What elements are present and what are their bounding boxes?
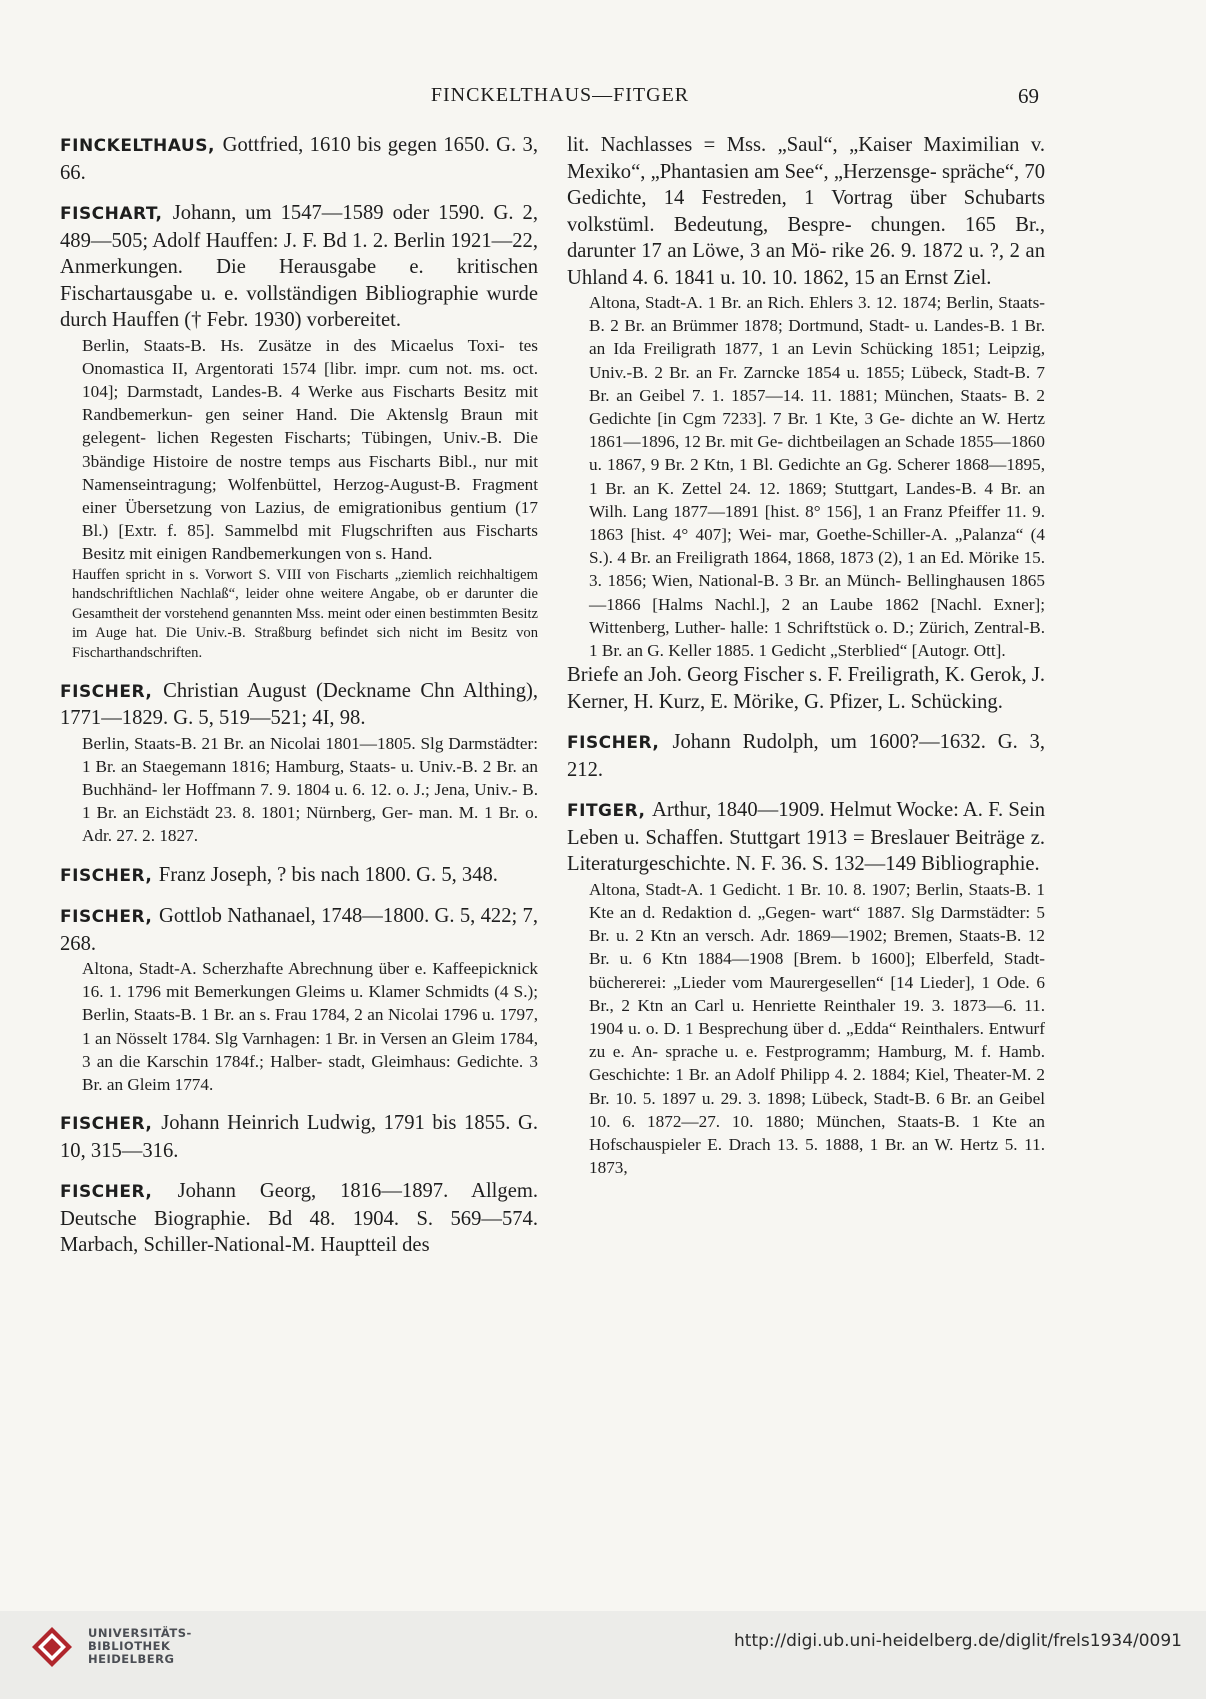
bibliography-entry <box>567 132 1045 715</box>
entry-heading: FISCHER, <box>60 1182 178 1203</box>
bibliography-entry <box>60 1178 538 1259</box>
entry-heading: FINCKELTHAUS, <box>60 136 223 156</box>
entry-text <box>60 200 538 334</box>
entry-body: Johann Rudolph, um 1600?—1632. G. 3, 212. <box>567 731 1046 781</box>
holdings-list: Altona, Stadt-A. 1 Gedicht. 1 Br. 10. 8. 1907; Berlin, Staats-B. 1 Kte an d. Redaktion d. „Gegen- wart“ 1887. Slg Darmstädter: 5 Br. u. 2 Ktn an versch. Adr. 1869—1902; Bremen, Staats-B. 12 Br. u. 6 Ktn 1884—1908 [Brem. b 1600]; Elberfeld, Stadt- büchererei: „Lieder vom Maurergesellen“ [14 Lieder], 1 Ode. 6 Br., 2 Ktn an Carl u. Henriette Reinthaler 19. 3. 1873—6. 11. 1904 u. o. D. 1 Besprechung über d. „Edda“ Reinthalers. Entwurf zu e. An- sprache u. e. Festprogramm; Hamburg, M. f. Hamb. Geschichte: 1 Br. an Adolf Philipp 4. 2. 1884; Kiel, Theater-M. 2 Br. 10. 5. 1897 u. 29. 3. 1898; Lübeck, Stadt-B. 6 Br. an Geibel 10. 6. 1872—27. 10. 1880; München, Staats-B. 1 Kte an Hofschauspieler E. Drach 13. 5. 1888, 1 Br. an W. Hertz 5. 11. 1873, <box>589 879 1045 1178</box>
university-seal-icon <box>30 1625 74 1669</box>
entry-body: Johann, um 1547—1589 oder 1590. G. 2, 489—505; Adolf Hauffen: J. F. Bd 1. 2. Berlin 1921—22, Anmerkungen. Die Herausgabe e. kritischen Fischartausgabe u. e. vollständigen Bibliographie wurde durch Hauffen († Febr. 1930) vorbereitet. <box>60 202 538 331</box>
bibliography-entry <box>60 678 538 848</box>
entry-heading: FISCHER, <box>567 733 673 754</box>
entry-heading: FISCHER, <box>60 1114 162 1135</box>
entry-text <box>60 132 538 186</box>
cross-reference: Briefe an Joh. Georg Fischer s. F. Freiligrath, K. Gerok, J. Kerner, H. Kurz, E. Mörike, G. Pfizer, L. Schücking. <box>567 664 1045 713</box>
footer-bar <box>0 1611 1206 1699</box>
entry-heading: FISCHER, <box>60 681 164 702</box>
entry-text <box>60 1110 538 1164</box>
bibliography-entry <box>567 797 1045 1179</box>
holdings-list: Altona, Stadt-A. 1 Br. an Rich. Ehlers 3. 12. 1874; Berlin, Staats-B. 2 Br. an Brümmer 1878; Dortmund, Stadt- u. Landes-B. 1 Br. an Ida Freiligrath 1877, 1 an Levin Schücking 1851; Leipzig, Univ.-B. 2 Br. an Fr. Zarncke 1854 u. 1855; Lübeck, Stadt-B. 7 Br. an Geibel 7. 1. 1857—14. 11. 1881; München, Staats- B. 2 Gedichte [in Cgm 7233]. 7 Br. 1 Kte, 3 Ge- dichte an W. Hertz 1861—1896, 12 Br. mit Ge- dichtbeilagen an Schade 1855—1860 u. 1867, 9 Br. 2 Ktn, 1 Bl. Gedichte an Gg. Scherer 1868—1895, 1 Br. an K. Zettel 24. 12. 1869; Stuttgart, Landes-B. 4 Br. an Wilh. Lang 1877—1891 [hist. 8° 156], 1 an Franz Pfeiffer 11. 9. 1863 [hist. 4° 407]; Wei- mar, Goethe-Schiller-A. „Palanza“ (4 S.). 4 Br. an Freiligrath 1864, 1868, 1873 (2), 1 an Ed. Mörike 15. 3. 1856; Wien, National-B. 3 Br. an Münch- Bellinghausen 1865—1866 [Halms Nachl.], 2 an Laube 1862 [Nachl. Exner]; Wittenberg, Luther- halle: 1 Schriftstück o. D.; Zürich, Zentral-B. 1 Br. an G. Keller 1885. 1 Gedicht „Sterblied“ [Autogr. Ott]. <box>589 293 1045 661</box>
entry-body: Christian August (Deckname Chn Althing), 1771—1829. G. 5, 519—521; 4I, 98. <box>60 679 538 729</box>
entry-body: Arthur, 1840—1909. Helmut Wocke: A. F. Sein Leben u. Schaffen. Stuttgart 1913 = Breslauer Beiträge z. Literaturgeschichte. N. F. 36. S. 132—149 Bibliographie. <box>567 799 1045 876</box>
entry-body: Franz Joseph, ? bis nach 1800. G. 5, 348. <box>158 863 498 886</box>
entry-body: Gottfried, 1610 bis gegen 1650. G. 3, 66. <box>60 134 538 184</box>
entry-text <box>60 903 538 957</box>
entry-text <box>60 862 538 890</box>
bibliography-entry <box>60 200 538 664</box>
bibliography-entry <box>60 862 538 890</box>
entry-text <box>60 1178 538 1259</box>
library-name: UNIVERSITÄTS- BIBLIOTHEK HEIDELBERG <box>88 1626 192 1666</box>
page-number: 69 <box>1018 84 1039 108</box>
holdings-list: Berlin, Staats-B. Hs. Zusätze in des Micaelus Toxi- tes Onomastica II, Argentorati 1574 [libr. impr. cum not. ms. oct. 104]; Darmstadt, Landes-B. 4 Werke aus Fischarts Besitz mit Randbemerkun- gen seiner Hand. Die Aktenslg Braun mit gelegent- lichen Regesten Fischarts; Tübingen, Univ.-B. Die 3bändige Histoire de nostre temps aus Fischarts Bibl., nur mit Namenseintragung; Wolfenbüttel, Herzog-August-B. Fragment einer Übersetzung von Lazius, de emigrationibus gentium (17 Bl.) [Extr. f. 85]. Sammelbd mit Flugschriften aus Fischarts Besitz mit einigen Randbemerkungen von s. Hand. <box>82 335 538 564</box>
holdings-list: Berlin, Staats-B. 21 Br. an Nicolai 1801—1805. Slg Darmstädter: 1 Br. an Staegemann 1816; Hamburg, Staats- u. Univ.-B. 2 Br. an Buchhänd- ler Hoffmann 7. 9. 1804 u. 6. 12. o. J.; Jena, Univ.- B. 1 Br. an Eichstädt 23. 8. 1801; Nürnberg, Ger- man. M. 1 Br. o. Adr. 27. 2. 1827. <box>82 733 538 846</box>
entry-heading: FITGER, <box>567 801 652 822</box>
bibliography-entry <box>567 729 1045 783</box>
entry-text <box>567 729 1045 783</box>
entry-heading: FISCHER, <box>60 907 159 928</box>
source-url[interactable]: http://digi.ub.uni-heidelberg.de/diglit/frels1934/0091 <box>734 1631 1182 1651</box>
entry-body: Johann Georg, 1816—1897. Allgem. Deutsche Biographie. Bd 48. 1904. S. 569—574. Marbach, Schiller-National-M. Hauptteil des <box>60 1180 538 1257</box>
entry-heading: FISCHART, <box>60 204 173 224</box>
right-column <box>567 132 1045 1193</box>
holdings-list: Altona, Stadt-A. Scherzhafte Abrechnung über e. Kaffeepicknick 16. 1. 1796 mit Bemerkungen Gleims u. Klamer Schmidts (4 S.); Berlin, Staats-B. 1 Br. an s. Frau 1784, 2 an Nicolai 1796 u. 1797, 1 an Nösselt 1784. Slg Varnhagen: 1 Br. in Versen an Gleim 1784, 3 an die Karschin 1784f.; Halber- stadt, Gleimhaus: Gedichte. 3 Br. an Gleim 1774. <box>82 959 538 1095</box>
left-column <box>60 132 538 1273</box>
entry-heading: FISCHER, <box>60 865 159 886</box>
bibliography-entry <box>60 903 538 1096</box>
running-title: FINCKELTHAUS—FITGER <box>430 84 690 106</box>
entry-note: Hauffen spricht in s. Vorwort S. VIII von Fischarts „ziemlich reichhaltigem handschriftlichen Nachlaß“, leider ohne weitere Angabe, ob er darunter die Gesamtheit der vorstehend genannten Mss. meint oder einen bestimmten Besitz im Auge hat. Die Univ.-B. Straßburg befindet sich nicht im Besitz von Fischarthandschriften. <box>72 566 538 661</box>
entry-text <box>60 678 538 732</box>
entry-text <box>567 797 1045 878</box>
bibliography-entry <box>60 1110 538 1164</box>
entry-body: Johann Heinrich Ludwig, 1791 bis 1855. G. 10, 315—316. <box>60 1112 538 1162</box>
entry-text <box>567 132 1045 291</box>
entry-body: lit. Nachlasses = Mss. „Saul“, „Kaiser Maximilian v. Mexiko“, „Phantasien am See“, „Herzensge- spräche“, 70 Gedichte, 14 Festreden, 1 Vortrag über Schubarts volkstüml. Bedeutung, Bespre- chungen. 165 Br., darunter 17 an Löwe, 3 an Mö- rike 26. 9. 1872 u. ?, 2 an Uhland 4. 6. 1841 u. 10. 10. 1862, 15 an Ernst Ziel. <box>567 134 1045 289</box>
bibliography-entry <box>60 132 538 186</box>
entry-body: Gottlob Nathanael, 1748—1800. G. 5, 422; 7, 268. <box>60 905 538 955</box>
running-header <box>0 84 1206 118</box>
